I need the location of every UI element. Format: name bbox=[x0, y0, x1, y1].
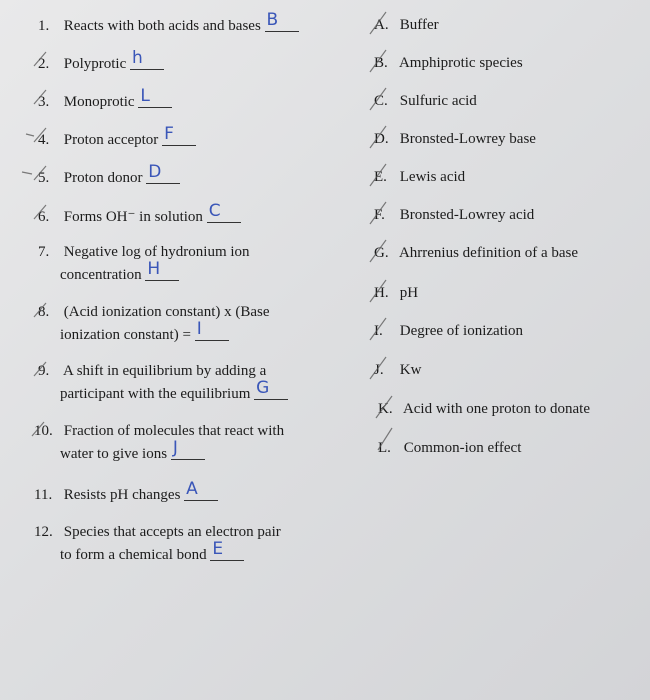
question-7 bbox=[38, 242, 250, 285]
question-text-line2 bbox=[38, 259, 250, 285]
option-f bbox=[374, 205, 534, 225]
question-text: (Acid ionization constant) x (Base bbox=[63, 304, 270, 320]
option-text: Acid with one proton to donate bbox=[402, 401, 590, 417]
option-text: Ahrrenius definition of a base bbox=[398, 245, 579, 261]
handwritten-answer: E bbox=[212, 539, 224, 559]
question-10 bbox=[34, 421, 284, 464]
option-letter: E. bbox=[374, 169, 387, 185]
option-letter: B. bbox=[374, 55, 388, 71]
answer-blank[interactable] bbox=[195, 319, 229, 341]
question-text-line2 bbox=[38, 319, 270, 345]
question-number: 12. bbox=[34, 524, 53, 540]
option-h bbox=[374, 283, 418, 303]
question-2 bbox=[38, 48, 164, 74]
question-text: Fraction of molecules that react with bbox=[63, 423, 285, 439]
question-text: Forms OH⁻ in solution bbox=[63, 209, 203, 225]
question-8 bbox=[38, 302, 270, 345]
option-text: Degree of ionization bbox=[399, 323, 524, 339]
option-e bbox=[374, 167, 465, 187]
option-letter: J. bbox=[374, 362, 384, 378]
answer-blank[interactable] bbox=[171, 438, 205, 460]
option-j bbox=[374, 360, 421, 380]
option-text: Common-ion effect bbox=[403, 440, 522, 456]
answer-blank[interactable] bbox=[254, 378, 288, 400]
handwritten-answer: H bbox=[147, 259, 161, 279]
question-4 bbox=[38, 124, 196, 150]
handwritten-answer: h bbox=[132, 48, 143, 68]
option-text: Sulfuric acid bbox=[399, 93, 477, 109]
question-number: 10. bbox=[34, 423, 53, 439]
option-text: Kw bbox=[399, 362, 422, 378]
question-number: 3. bbox=[38, 94, 50, 110]
question-12 bbox=[34, 522, 281, 565]
question-9 bbox=[38, 361, 288, 404]
option-letter: F. bbox=[374, 207, 385, 223]
handwritten-answer: C bbox=[208, 201, 221, 221]
option-letter: H. bbox=[374, 285, 389, 301]
answer-blank[interactable] bbox=[210, 539, 244, 561]
question-number: 1. bbox=[38, 18, 50, 34]
question-text: Monoprotic bbox=[63, 94, 135, 110]
question-number: 11. bbox=[34, 487, 53, 503]
answer-blank[interactable] bbox=[138, 86, 172, 108]
option-text: Buffer bbox=[399, 17, 439, 33]
question-text: A shift in equilibrium by adding a bbox=[62, 363, 267, 379]
answer-blank[interactable] bbox=[184, 479, 218, 501]
question-text: Species that accepts an electron pair bbox=[63, 524, 281, 540]
answer-blank[interactable] bbox=[146, 162, 180, 184]
question-text: Reacts with both acids and bases bbox=[63, 18, 261, 34]
option-letter: L. bbox=[378, 440, 391, 456]
handwritten-answer: B bbox=[266, 10, 279, 30]
question-text: Proton donor bbox=[63, 170, 143, 186]
option-letter: D. bbox=[374, 131, 389, 147]
question-3 bbox=[38, 86, 172, 112]
question-number: 6. bbox=[38, 209, 50, 225]
question-text-line2 bbox=[34, 438, 284, 464]
handwritten-answer: I bbox=[196, 319, 202, 339]
question-number: 4. bbox=[38, 132, 50, 148]
option-letter: I. bbox=[374, 323, 383, 339]
option-text: pH bbox=[399, 285, 419, 301]
question-number: 7. bbox=[38, 244, 50, 260]
question-text: Polyprotic bbox=[63, 56, 127, 72]
question-text-continued: concentration bbox=[60, 267, 142, 283]
answer-blank[interactable] bbox=[130, 48, 164, 70]
answer-blank[interactable] bbox=[265, 10, 299, 32]
option-letter: A. bbox=[374, 17, 389, 33]
question-number: 5. bbox=[38, 170, 50, 186]
handwritten-answer: F bbox=[164, 124, 174, 144]
question-text: Negative log of hydronium ion bbox=[63, 244, 250, 260]
option-text: Bronsted-Lowrey acid bbox=[399, 207, 535, 223]
question-number: 2. bbox=[38, 56, 50, 72]
option-letter: K. bbox=[378, 401, 393, 417]
handwritten-answer: G bbox=[256, 378, 270, 398]
question-text-continued: ionization constant) = bbox=[60, 327, 191, 343]
question-text: Resists pH changes bbox=[63, 487, 181, 503]
question-text-continued: participant with the equilibrium bbox=[60, 386, 251, 402]
option-a bbox=[374, 15, 439, 35]
option-d bbox=[374, 129, 536, 149]
option-g bbox=[374, 243, 578, 263]
question-6 bbox=[38, 201, 241, 227]
option-b bbox=[374, 53, 523, 73]
option-c bbox=[374, 91, 477, 111]
question-11 bbox=[34, 479, 218, 505]
question-text-line2 bbox=[38, 378, 288, 404]
answer-blank[interactable] bbox=[207, 201, 241, 223]
question-number: 8. bbox=[38, 304, 50, 320]
handwritten-answer: L bbox=[140, 86, 150, 106]
handwritten-answer: D bbox=[148, 162, 162, 182]
option-l bbox=[378, 438, 521, 458]
option-letter: C. bbox=[374, 93, 388, 109]
option-text: Lewis acid bbox=[399, 169, 466, 185]
question-text-continued: to form a chemical bond bbox=[60, 547, 207, 563]
option-text: Bronsted-Lowrey base bbox=[399, 131, 536, 147]
handwritten-answer: A bbox=[186, 479, 198, 499]
question-text-line2 bbox=[34, 539, 281, 565]
question-text: Proton acceptor bbox=[63, 132, 159, 148]
handwritten-answer: J bbox=[172, 438, 178, 458]
option-k bbox=[378, 399, 590, 419]
question-text-continued: water to give ions bbox=[60, 446, 168, 462]
question-1 bbox=[38, 10, 299, 36]
question-5 bbox=[38, 162, 180, 188]
answer-blank[interactable] bbox=[162, 124, 196, 146]
option-letter: G. bbox=[374, 245, 389, 261]
option-text: Amphiprotic species bbox=[398, 55, 523, 71]
question-number: 9. bbox=[38, 363, 50, 379]
option-i bbox=[374, 321, 523, 341]
answer-blank[interactable] bbox=[145, 259, 179, 281]
